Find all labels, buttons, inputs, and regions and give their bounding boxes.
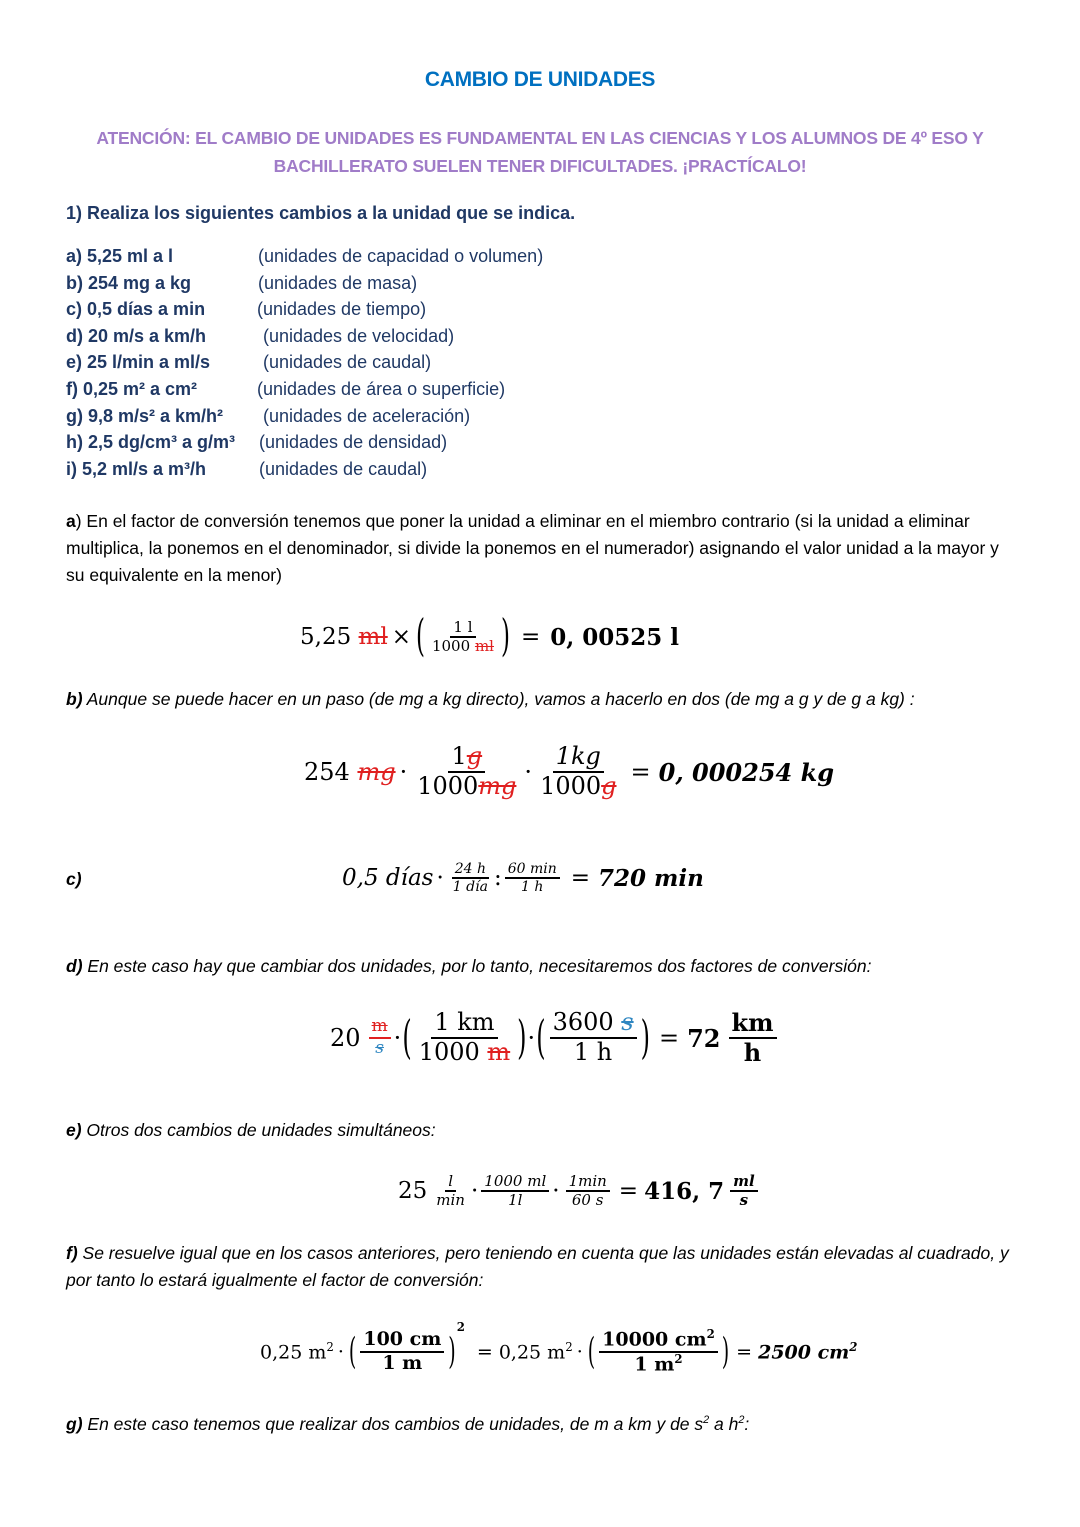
exercise-label: a) 5,25 ml a l [66,246,174,266]
exercise-item [66,456,428,483]
fraction: $\frac{1 l}{1000 ml}$ [431,617,494,655]
fraction: $\frac{1g}{1000mg}$ [417,742,517,800]
equation-c: 0,5 días · $\frac{24 h}{\text{1 día}}$ : $\frac{60 \min}{1 h}$ = 720 min [342,860,704,895]
solution-e-text: e) Otros dos cambios de unidades simultáneos: [66,1120,436,1140]
question-1-heading: 1) Realiza los siguientes cambios a la unidad que se indica. [66,203,576,223]
fraction: $\frac{1\min}{60 s}$ [566,1173,610,1210]
fraction: $\frac{24 h}{\text{1 día}}$ [452,860,488,895]
exercise-desc: (unidades de aceleración) [263,405,471,426]
exercise-item [66,429,448,456]
exercise-desc: (unidades de velocidad) [263,325,455,346]
exercise-label: f) 0,25 m² a cm² [66,378,198,399]
fraction: $\frac{km}{h}$ [729,1009,777,1066]
exercise-list [66,243,544,482]
solution-f-text: f) Se resuelve igual que en los casos anteriores, pero teniendo en cuenta que las unidades están elevadas al cuadrado, y por tanto lo estará igualmente el factor de conversión: [66,1243,1009,1290]
exercise-label: i) 5,2 ml/s a m³/h [66,458,207,479]
exercise-label: d) 20 m/s a km/h [66,325,207,346]
solution-b-text: b) Aunque se puede hacer en un paso (de mg a kg directo), vamos a hacerlo en dos (de mg a g y de g a kg) : [66,689,915,709]
fraction: $\frac{1000 ml}{1l}$ [481,1173,549,1210]
fraction: $\frac{ml}{s}$ [730,1173,758,1210]
equation-e: 25 $\frac{l}{\min}$ · $\frac{1000 ml}{1l}$ · $\frac{1\min}{60 s}$ = 416, 7 $\frac{ml}{s}$ [398,1164,761,1218]
solution-c-label: c) [66,869,82,889]
exercise-desc: (unidades de tiempo) [257,299,427,320]
exercise-item [66,349,432,376]
exercise-label: c) 0,5 días a min [66,299,206,320]
exercise-label: g) 9,8 m/s² a km/h² [66,405,224,426]
attention-note: ATENCIÓN: EL CAMBIO DE UNIDADES ES FUNDAMENTAL EN LAS CIENCIAS Y LOS ALUMNOS DE 4º ESO Y BACHILLERATO SUELEN TENER DIFICULTADES. ¡PRACTÍCALO! [96,128,984,176]
equation-b: 254 mg · $\frac{1g}{1000mg}$ · $\frac{1kg}{1000g}$ = 0, 000254 kg [304,742,834,800]
exercise-label: e) 25 l/min a ml/s [66,352,211,373]
equation-a: 5,25 ml × ( $\frac{1 l}{1000 ml}$ ) = 0, 00525 l [300,612,680,662]
fraction: $\frac{3600 s}{1 h}$ [550,1009,637,1066]
exercise-label: b) 254 mg a kg [66,272,192,293]
exercise-item [66,376,506,403]
exercise-desc: (unidades de caudal) [263,352,432,373]
exercise-item [66,403,471,430]
exercise-desc: (unidades de área o superficie) [257,378,506,399]
fraction: $\frac{60 \min}{1 h}$ [505,861,560,895]
equation-d: 20 $\frac{m}{s}$ · ( $\frac{1 km}{1000 m}$ ) · ( $\frac{3600 s}{1 h}$ ) = 72 $\frac{km}{h}$ [330,1004,780,1072]
exercise-item [66,243,544,270]
exercise-desc: (unidades de densidad) [259,432,448,453]
equation-f: 0,25 $m^2$ · ( $\frac{100 cm}{1 m}$ ) $^2$ = 0,25 $m^2$ · ( $\frac{10000 cm^2}{1 m^2}$ ) = 2500 $cm^2$ [260,1320,858,1376]
exercise-desc: (unidades de capacidad o volumen) [258,246,544,266]
fraction: $\frac{l}{\min}$ [436,1171,465,1209]
fraction: $\frac{10000 cm^2}{1 m^2}$ [599,1328,718,1376]
fraction: $\frac{1kg}{1000g}$ [540,742,617,800]
exercise-item [66,270,418,297]
exercise-desc: (unidades de caudal) [259,458,428,479]
solution-d-text: d) En este caso hay que cambiar dos unidades, por lo tanto, necesitaremos dos factores de conversión: [66,956,872,976]
fraction: $\frac{1 km}{1000 m}$ [418,1008,511,1066]
exercise-label: h) 2,5 dg/cm³ a g/m³ [66,432,236,453]
exercise-desc: (unidades de masa) [258,272,418,293]
fraction: $\frac{m}{s}$ [369,1017,391,1058]
solution-a-text: a) En el factor de conversión tenemos que poner la unidad a eliminar en el miembro contrario (si la unidad a eliminar multiplica, la ponemos en el denominador, si divide la ponemos en el numerador) asignando el valor unidad a la mayor y su equivalente en la menor) [66,511,999,585]
exercise-item [66,323,455,350]
fraction: $\frac{100 cm}{1 m}$ [360,1329,444,1375]
solution-g-text: g) En este caso tenemos que realizar dos cambios de unidades, de m a km y de $s^2$ a $h^2$: [66,1413,750,1434]
exercise-item [66,296,427,323]
page-title: CAMBIO DE UNIDADES [424,68,656,91]
